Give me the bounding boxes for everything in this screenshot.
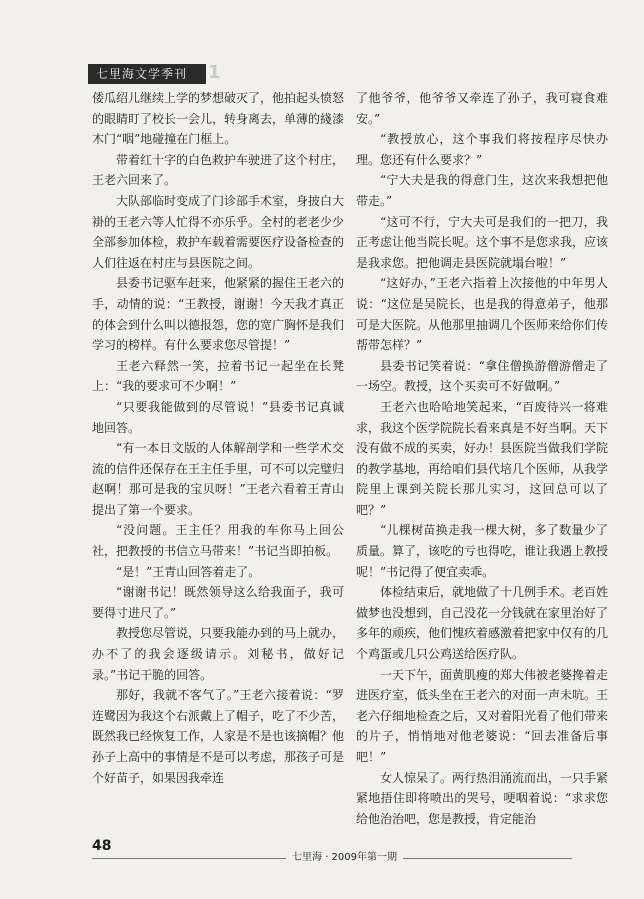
paragraph: “是！”王青山回答着走了。 bbox=[116, 564, 261, 579]
paragraph: 体检结束后，就地做了十几例手术。老百姓做梦也没想到，自己没花一分钱就在家里治好了多年的顽疾，他们愧疚着感激着把家中仅有的几个鸡蛋或几只公鸡送给医疗队。 bbox=[356, 585, 608, 662]
page-number: 48 bbox=[92, 838, 112, 854]
paragraph: 那好，我就不客气了。”王老六接着说：“罗连鹭因为我这个右派戴上了帽子，吃了不少苦，既然我已经恢复工作，人家是不是也该摘帽？他孙子上高中的事情是不是可以考虑，那孩子可是个好苗子，如果因我牵连 bbox=[92, 688, 344, 785]
paragraph: “宁大夫是我的得意门生，这次来我想把他带走。” bbox=[356, 173, 608, 208]
paragraph: “只要我能做到的尽管说！”县委书记真诚地回答。 bbox=[92, 399, 344, 435]
paragraph: 大队部临时变成了门诊部手术室，身披白大褂的王老六等人忙得不亦乐乎。全村的老老少少全部参加体检，救护车载着需要医疗设备检查的人们往返在村庄与县医院之间。 bbox=[92, 193, 344, 270]
footer-issue: 2009年第一期 bbox=[331, 852, 397, 863]
paragraph: 教授您尽管说，只要我能办到的马上就办，办不了的我会逐级请示。刘秘书，做好记录。”书记干脆的回答。 bbox=[92, 626, 344, 682]
paragraph: 王老六释然一笑，拉着书记一起坐在长凳上：“我的要求可不少啊！” bbox=[92, 358, 344, 394]
paragraph: 了他爷爷，他爷爷又牵连了孙子，我可寝食难安。” bbox=[356, 91, 608, 126]
paragraph: “没问题。王主任？用我的车你马上回公社，把教授的书信立马带来！”书记当即拍板。 bbox=[92, 523, 344, 559]
paragraph: 一天下午，面黄肌瘦的郑大伟被老婆搀着走进医疗室，低头坐在王老六的对面一声未吭。王老六仔细地检查之后，又对着阳光看了他们带来的片子，悄悄地对他老婆说：“回去准备后事吧！” bbox=[356, 667, 608, 764]
paragraph: 带着红十字的白色救护车驶进了这个村庄，王老六回来了。 bbox=[92, 152, 344, 188]
left-text-column bbox=[92, 88, 344, 840]
journal-banner: 七里海文学季刊 bbox=[88, 64, 206, 84]
footer-journal-name: 七里海 bbox=[292, 852, 322, 863]
paragraph: “儿棵树苗换走我一棵大树，多了数量少了质量。算了，该吃的亏也得吃，谁让我遇上教授呢！”书记得了便宜卖乖。 bbox=[356, 523, 608, 579]
footer-separator: · bbox=[325, 852, 332, 863]
paragraph: 王老六也哈哈地笑起来，“百废待兴一将难求，我这个医学院院长看来真是不好当啊。天下没有做不成的买卖，好办！县医院当做我们学院的教学基地，再给咱们县代培几个医师，从我学院里上课到关院长那儿实习，这回总可以了吧？” bbox=[356, 399, 608, 517]
paragraph: “这好办，”王老六指着上次接他的中年男人说：“这位是吴院长，也是我的得意弟子，他那可是大医院。从他那里抽调几个医师来给你们传帮带怎样？” bbox=[356, 276, 608, 353]
paragraph: 县委书记笑着说：“拿住僧换游僧游僧走了一场空。教授，这个买卖可不好做啊。” bbox=[356, 358, 608, 394]
paragraph: 倭瓜绍儿继续上学的梦想破灭了，他拍起头愤怒的眼睛盯了校长一会儿，转身离去，单薄的綫漆木门“咽”地碰撞在门框上。 bbox=[92, 91, 344, 147]
paragraph: “有一本日文版的人体解剖学和一些学术交流的信件还保存在王主任手里，可不可以完璧归赵啊！那可是我的宝贝呀！”王老六看着王青山提出了第一个要求。 bbox=[92, 441, 344, 517]
issue-digit: 1 bbox=[208, 62, 221, 83]
footer-journal-info bbox=[286, 850, 403, 866]
right-text-column bbox=[356, 88, 608, 840]
paragraph: “谢谢书记！既然领导这么给我面子，我可要得寸进尺了。” bbox=[92, 585, 344, 620]
paragraph: “教授放心，这个事我们将按程序尽快办理。您还有什么要求？” bbox=[356, 132, 608, 167]
paragraph: “这可不行，宁大夫可是我们的一把刀，我正考虑让他当院长呢。这个事不是您求我，应该是我求您。把他调走县医院就塌台啦！” bbox=[356, 214, 608, 270]
paragraph: 女人惊呆了。两行热泪涌流而出，一只手紧紧地捂住即将喷出的哭号，哽咽着说：“求求您给他治治吧，您是教授，肯定能治 bbox=[356, 770, 608, 826]
paragraph: 县委书记驱车赶来，他紧紧的握住王老六的手，动情的说：“王教授，谢谢！今天我才真正的体会到什么叫以德报怨，您的宽广胸怀是我们学习的榜样。有什么要求您尽管提！” bbox=[92, 276, 344, 353]
